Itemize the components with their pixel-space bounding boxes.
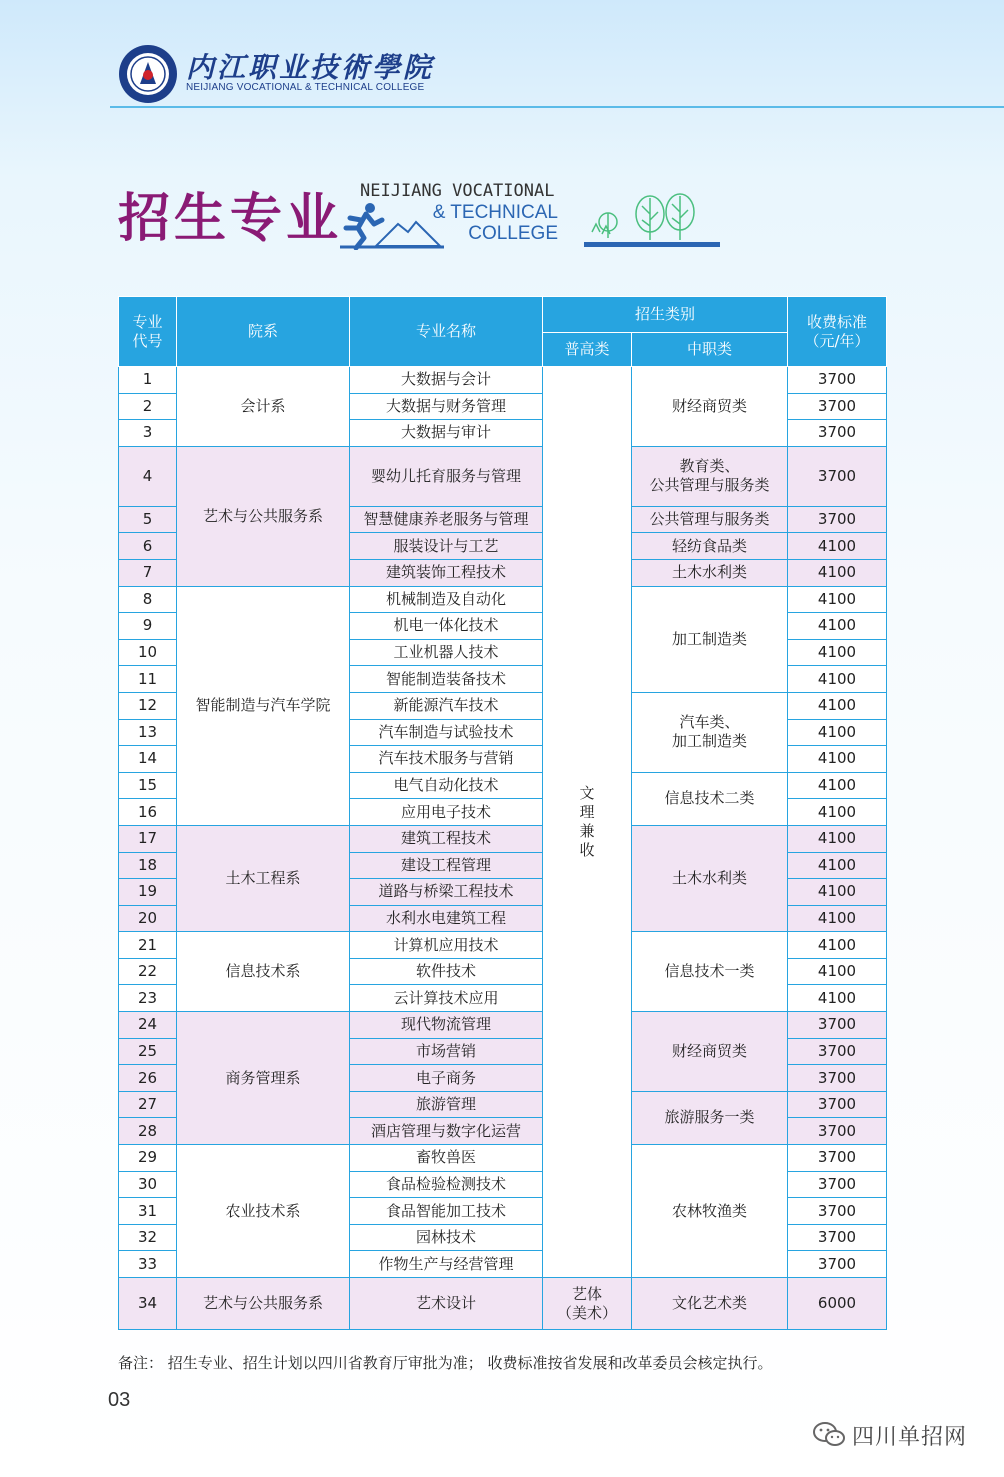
section-subtitle-en [360, 181, 560, 244]
row-major: 食品智能加工技术 [350, 1198, 543, 1225]
row-code: 2 [119, 393, 177, 420]
row-major: 汽车技术服务与营销 [350, 746, 543, 773]
category-cell: 文化艺术类 [632, 1278, 788, 1330]
row-fee: 3700 [788, 446, 887, 506]
row-fee: 4100 [788, 985, 887, 1012]
row-fee: 3700 [788, 1145, 887, 1172]
row-major: 应用电子技术 [350, 799, 543, 826]
row-major: 旅游管理 [350, 1091, 543, 1118]
row-major: 计算机应用技术 [350, 932, 543, 959]
row-major: 婴幼儿托育服务与管理 [350, 446, 543, 506]
row-major: 建筑装饰工程技术 [350, 559, 543, 586]
department-cell: 土木工程系 [177, 825, 350, 931]
row-major: 市场营销 [350, 1038, 543, 1065]
header-code: 专业 代号 [119, 297, 177, 367]
college-name-en: NEIJIANG VOCATIONAL & TECHNICAL COLLEGE [186, 82, 425, 93]
row-fee: 4100 [788, 879, 887, 906]
row-code: 1 [119, 367, 177, 394]
trees-decoration-icon [584, 192, 722, 250]
row-major: 机电一体化技术 [350, 613, 543, 640]
page-number: 03 [108, 1389, 131, 1411]
category-cell: 土木水利类 [632, 559, 788, 586]
row-major: 食品检验检测技术 [350, 1171, 543, 1198]
wechat-icon [812, 1420, 846, 1448]
row-fee: 4100 [788, 746, 887, 773]
row-fee: 4100 [788, 559, 887, 586]
subtitle-line-3: COLLEGE [468, 223, 558, 244]
row-code: 10 [119, 639, 177, 666]
row-major: 艺术设计 [350, 1278, 543, 1330]
row-fee: 4100 [788, 719, 887, 746]
row-fee: 3700 [788, 1038, 887, 1065]
row-major: 服装设计与工艺 [350, 533, 543, 560]
row-major: 智慧健康养老服务与管理 [350, 506, 543, 533]
row-code: 7 [119, 559, 177, 586]
category-cell: 土木水利类 [632, 825, 788, 931]
row-major: 大数据与会计 [350, 367, 543, 394]
page-header [0, 0, 1004, 110]
row-major: 酒店管理与数字化运营 [350, 1118, 543, 1145]
department-cell: 信息技术系 [177, 932, 350, 1012]
category-cell: 信息技术一类 [632, 932, 788, 1012]
row-major: 水利水电建筑工程 [350, 905, 543, 932]
row-fee: 3700 [788, 367, 887, 394]
row-fee: 4100 [788, 932, 887, 959]
header-major: 专业名称 [350, 297, 543, 367]
department-cell: 艺术与公共服务系 [177, 446, 350, 586]
pugao-merged-cell: 文 理 兼 收 [543, 367, 632, 1278]
row-code: 28 [119, 1118, 177, 1145]
row-major: 作物生产与经营管理 [350, 1251, 543, 1278]
row-fee: 3700 [788, 1091, 887, 1118]
row-major: 大数据与审计 [350, 420, 543, 447]
row-major: 园林技术 [350, 1224, 543, 1251]
row-code: 12 [119, 692, 177, 719]
department-cell: 商务管理系 [177, 1012, 350, 1145]
row-fee: 3700 [788, 1012, 887, 1039]
category-cell: 财经商贸类 [632, 367, 788, 447]
department-cell: 艺术与公共服务系 [177, 1278, 350, 1330]
category-cell: 教育类、 公共管理与服务类 [632, 446, 788, 506]
row-code: 18 [119, 852, 177, 879]
college-emblem-icon [118, 44, 178, 104]
header-fee: 收费标准 （元/年） [788, 297, 887, 367]
row-fee: 3700 [788, 1118, 887, 1145]
row-code: 22 [119, 958, 177, 985]
row-code: 11 [119, 666, 177, 693]
watermark [812, 1418, 982, 1452]
row-fee: 4100 [788, 533, 887, 560]
row-fee: 3700 [788, 1224, 887, 1251]
row-fee: 4100 [788, 692, 887, 719]
row-major: 新能源汽车技术 [350, 692, 543, 719]
row-major: 现代物流管理 [350, 1012, 543, 1039]
section-title: 招生专业 [118, 189, 343, 249]
row-fee: 4100 [788, 586, 887, 613]
header-category: 招生类别 [543, 297, 788, 333]
row-major: 大数据与财务管理 [350, 393, 543, 420]
category-cell: 农林牧渔类 [632, 1145, 788, 1278]
row-major: 建筑工程技术 [350, 825, 543, 852]
department-cell: 会计系 [177, 367, 350, 447]
row-code: 17 [119, 825, 177, 852]
row-code: 5 [119, 506, 177, 533]
header-divider [110, 106, 1004, 108]
row-major: 电气自动化技术 [350, 772, 543, 799]
row-code: 20 [119, 905, 177, 932]
footnote: 备注： 招生专业、招生计划以四川省教育厅审批为准； 收费标准按省发展和改革委员会核定执行。 [118, 1354, 773, 1372]
row-code: 23 [119, 985, 177, 1012]
majors-table [118, 296, 886, 1330]
row-code: 6 [119, 533, 177, 560]
header-department: 院系 [177, 297, 350, 367]
category-cell: 轻纺食品类 [632, 533, 788, 560]
row-fee: 4100 [788, 905, 887, 932]
row-fee: 3700 [788, 506, 887, 533]
row-major: 软件技术 [350, 958, 543, 985]
row-code: 15 [119, 772, 177, 799]
row-major: 道路与桥梁工程技术 [350, 879, 543, 906]
subtitle-line-2: & TECHNICAL [432, 202, 558, 223]
row-code: 4 [119, 446, 177, 506]
row-fee: 4100 [788, 639, 887, 666]
row-major: 机械制造及自动化 [350, 586, 543, 613]
row-major: 畜牧兽医 [350, 1145, 543, 1172]
row-code: 26 [119, 1065, 177, 1092]
subtitle-line-1: NEIJIANG VOCATIONAL [360, 181, 555, 201]
row-code: 9 [119, 613, 177, 640]
row-major: 电子商务 [350, 1065, 543, 1092]
row-code: 14 [119, 746, 177, 773]
category-cell: 旅游服务一类 [632, 1091, 788, 1144]
row-code: 31 [119, 1198, 177, 1225]
row-fee: 4100 [788, 666, 887, 693]
row-fee: 3700 [788, 1198, 887, 1225]
department-cell: 农业技术系 [177, 1145, 350, 1278]
row-code: 33 [119, 1251, 177, 1278]
row-code: 21 [119, 932, 177, 959]
row-fee: 4100 [788, 825, 887, 852]
category-cell: 加工制造类 [632, 586, 788, 692]
row-major: 云计算技术应用 [350, 985, 543, 1012]
header-category-pugao: 普高类 [543, 333, 632, 367]
row-code: 29 [119, 1145, 177, 1172]
row-fee: 4100 [788, 852, 887, 879]
row-fee: 4100 [788, 772, 887, 799]
header-category-zhongzhi: 中职类 [632, 333, 788, 367]
row-code: 32 [119, 1224, 177, 1251]
college-name-cn: 内江职业技術學院 [186, 51, 435, 84]
pugao-art-cell: 艺体 （美术） [543, 1278, 632, 1330]
row-major: 智能制造装备技术 [350, 666, 543, 693]
department-cell: 智能制造与汽车学院 [177, 586, 350, 825]
row-fee: 3700 [788, 420, 887, 447]
row-fee: 3700 [788, 1251, 887, 1278]
row-code: 34 [119, 1278, 177, 1330]
row-fee: 6000 [788, 1278, 887, 1330]
category-cell: 公共管理与服务类 [632, 506, 788, 533]
row-fee: 3700 [788, 1171, 887, 1198]
row-code: 16 [119, 799, 177, 826]
row-code: 25 [119, 1038, 177, 1065]
row-fee: 4100 [788, 799, 887, 826]
row-code: 30 [119, 1171, 177, 1198]
row-code: 24 [119, 1012, 177, 1039]
row-code: 19 [119, 879, 177, 906]
row-code: 3 [119, 420, 177, 447]
row-code: 8 [119, 586, 177, 613]
watermark-text: 四川单招网 [852, 1425, 968, 1450]
row-fee: 3700 [788, 393, 887, 420]
category-cell: 信息技术二类 [632, 772, 788, 825]
row-fee: 4100 [788, 958, 887, 985]
row-major: 工业机器人技术 [350, 639, 543, 666]
category-cell: 财经商贸类 [632, 1012, 788, 1092]
row-code: 13 [119, 719, 177, 746]
row-major: 建设工程管理 [350, 852, 543, 879]
category-cell: 汽车类、 加工制造类 [632, 692, 788, 772]
row-fee: 4100 [788, 613, 887, 640]
row-fee: 3700 [788, 1065, 887, 1092]
row-major: 汽车制造与试验技术 [350, 719, 543, 746]
row-code: 27 [119, 1091, 177, 1118]
